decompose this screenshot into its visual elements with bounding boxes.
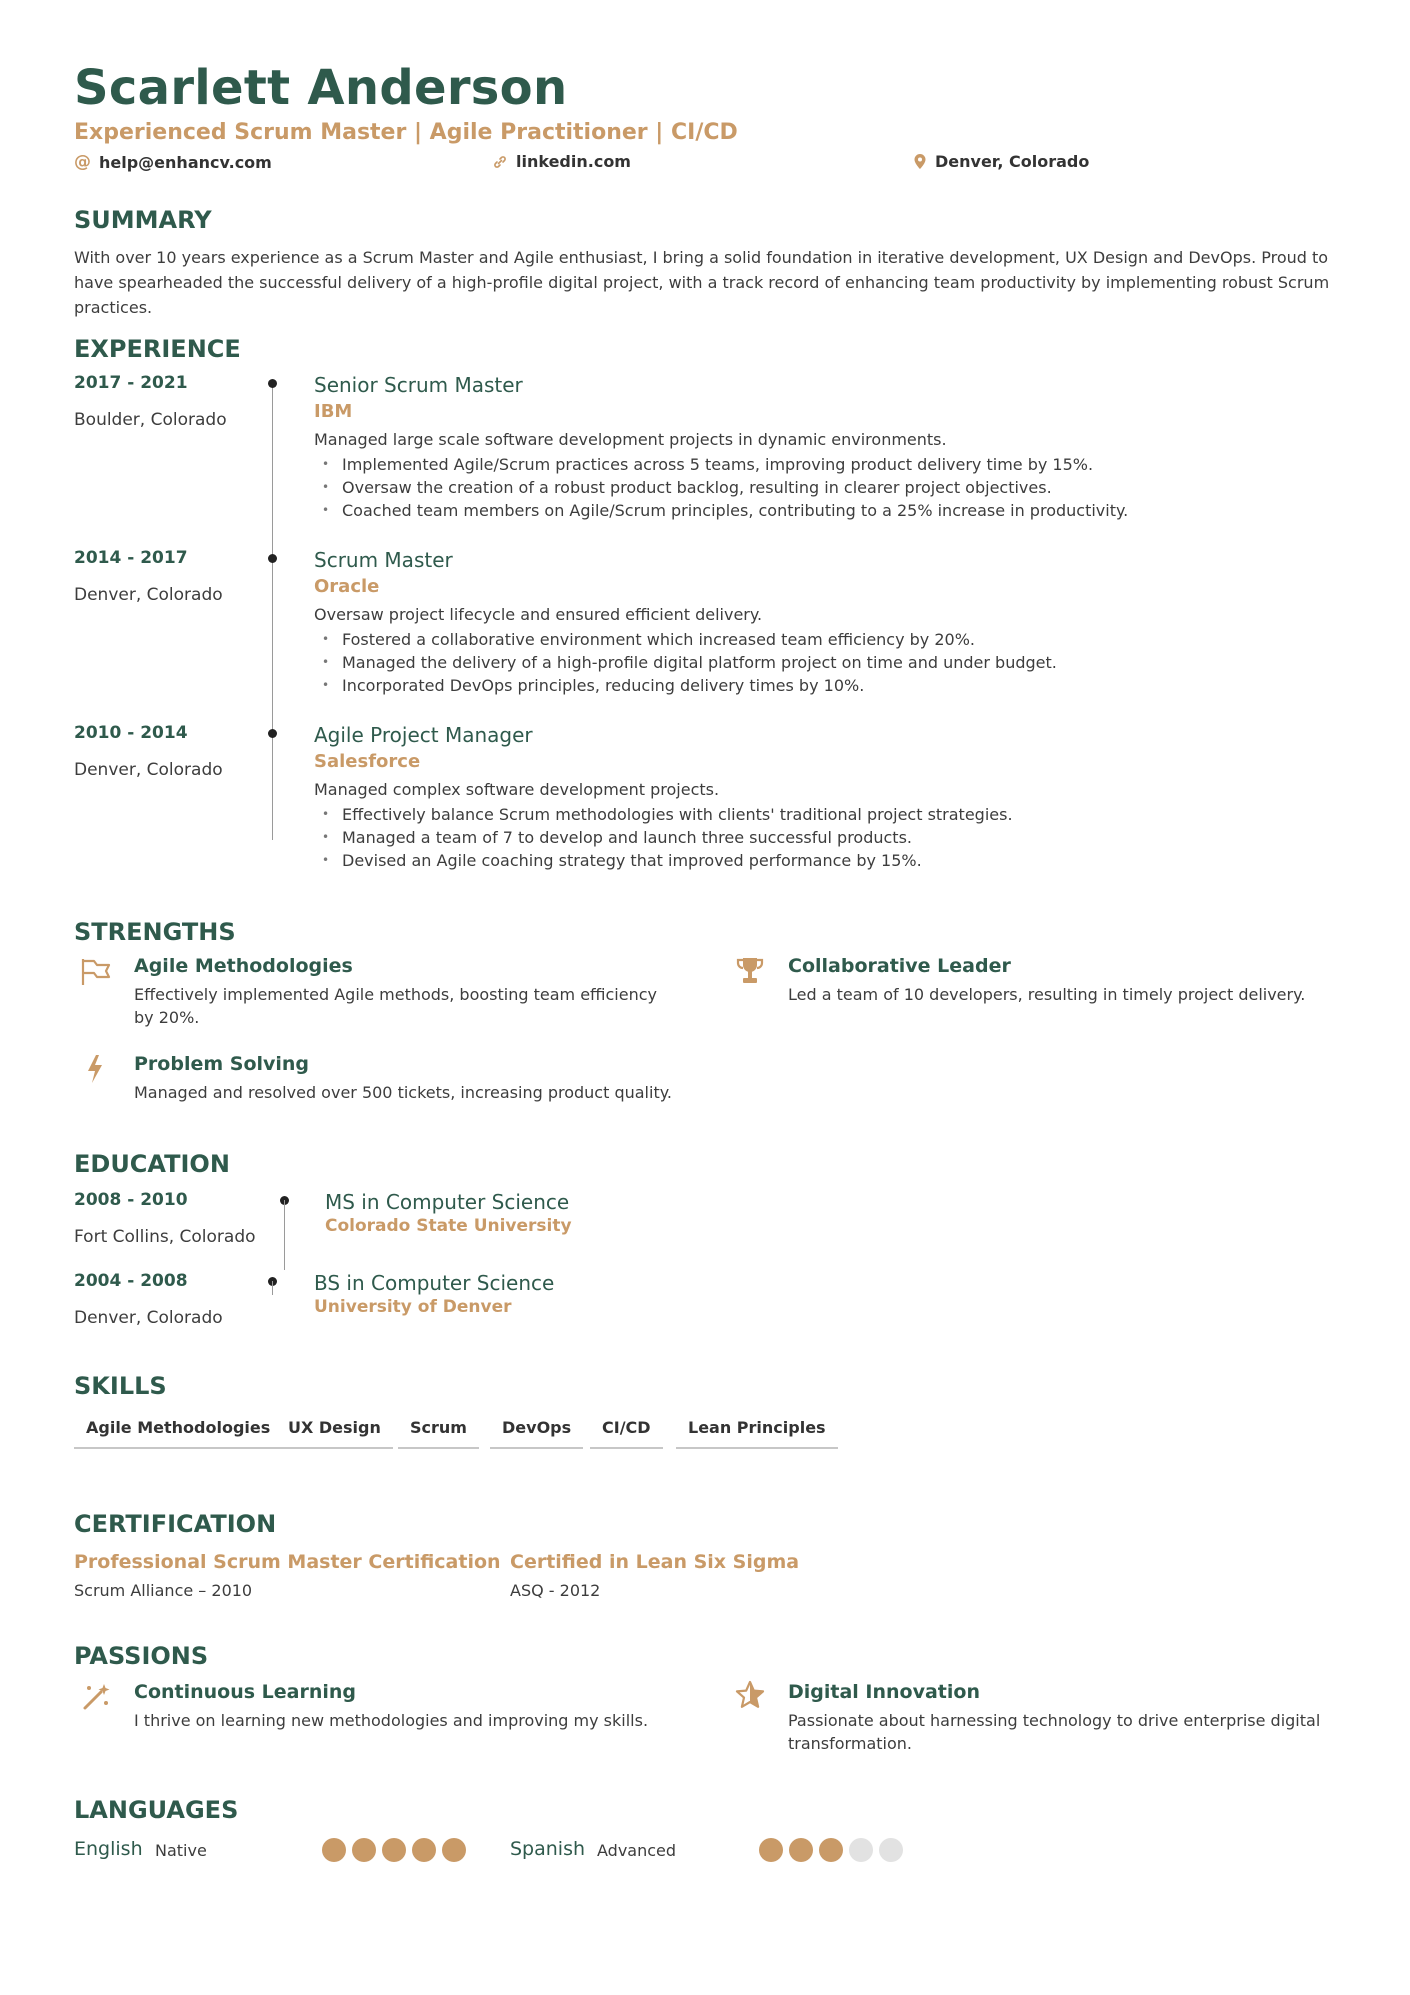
skill-tag: UX Design [276, 1418, 393, 1449]
education-heading: EDUCATION [74, 1150, 230, 1178]
education-timeline [272, 1281, 273, 1295]
language-level: Advanced [597, 1841, 677, 1860]
summary-text: With over 10 years experience as a Scrum Master and Agile enthusiast, I bring a solid foundation in iterative development, UX Design and DevOps. Proud to have spearheaded the successful delivery of a high-profile digital project, with a track record of enhancing team productivity by implementing robust Scrum practices. [74, 248, 1330, 317]
location-text: Denver, Colorado [935, 152, 1090, 171]
language-rating [322, 1838, 472, 1866]
certification-item [510, 1551, 799, 1600]
degree-title: MS in Computer Science [325, 1190, 570, 1214]
certification-title: Certified in Lean Six Sigma [510, 1551, 800, 1573]
strength-description: Managed and resolved over 500 tickets, increasing product quality. [134, 1083, 672, 1102]
job-bullet: • Incorporated DevOps principles, reducing delivery times by 10%. [314, 674, 1057, 697]
education-dates: 2004 - 2008 [74, 1271, 188, 1291]
experience-heading: EXPERIENCE [74, 335, 241, 363]
certification-issuer: ASQ - 2012 [510, 1581, 601, 1600]
rating-dot-filled [759, 1838, 783, 1862]
contact-email[interactable] [74, 152, 272, 172]
languages-heading: LANGUAGES [74, 1796, 239, 1824]
job-title: Senior Scrum Master [314, 373, 523, 397]
skills-heading: SKILLS [74, 1372, 167, 1400]
experience-dates: 2017 - 2021 [74, 373, 188, 393]
strength-description: Led a team of 10 developers, resulting in timely project delivery. [788, 985, 1306, 1004]
strength-item [134, 955, 674, 1029]
job-bullet: • Managed a team of 7 to develop and launch three successful products. [314, 826, 1013, 849]
magic-wand-icon [80, 1681, 112, 1717]
timeline-dot [268, 729, 277, 738]
experience-entry [314, 373, 1128, 522]
at-icon: @ [74, 152, 91, 172]
strength-title: Problem Solving [134, 1053, 310, 1075]
job-bullet: • Effectively balance Scrum methodologies with clients' traditional project strategies. [314, 803, 1013, 826]
company-name: Oracle [314, 576, 380, 597]
experience-location: Denver, Colorado [74, 585, 223, 605]
experience-dates: 2014 - 2017 [74, 548, 188, 568]
certification-item [74, 1551, 501, 1600]
education-dates: 2008 - 2010 [74, 1190, 188, 1210]
passion-description: I thrive on learning new methodologies and improving my skills. [134, 1711, 649, 1730]
rating-dot-empty [879, 1838, 903, 1862]
contact-location [913, 152, 1089, 171]
skill-tag: CI/CD [590, 1418, 663, 1449]
job-bullet: • Managed the delivery of a high-profile digital platform project on time and under budget. [314, 651, 1057, 674]
experience-timeline [272, 383, 273, 840]
experience-dates: 2010 - 2014 [74, 723, 188, 743]
skill-tag: Scrum [398, 1418, 479, 1449]
language-name: English [74, 1838, 143, 1860]
degree-title: BS in Computer Science [314, 1271, 555, 1295]
job-title: Scrum Master [314, 548, 453, 572]
passion-description: Passionate about harnessing technology to drive enterprise digital transformation. [788, 1711, 1321, 1753]
company-name: Salesforce [314, 751, 421, 772]
summary-heading: SUMMARY [74, 206, 212, 234]
rating-dot-filled [322, 1838, 346, 1862]
candidate-title: Experienced Scrum Master | Agile Practitioner | CI/CD [74, 120, 738, 145]
school-name: Colorado State University [325, 1216, 572, 1236]
job-description: Oversaw project lifecycle and ensured efficient delivery. [314, 605, 763, 624]
certification-heading: CERTIFICATION [74, 1510, 277, 1538]
education-entry [325, 1190, 572, 1236]
rating-dot-filled [412, 1838, 436, 1862]
strength-title: Collaborative Leader [788, 955, 1011, 977]
experience-entry [314, 548, 1057, 697]
passions-heading: PASSIONS [74, 1642, 209, 1670]
certification-issuer: Scrum Alliance – 2010 [74, 1581, 253, 1600]
job-title: Agile Project Manager [314, 723, 533, 747]
candidate-name: Scarlett Anderson [74, 60, 568, 116]
job-bullet: • Implemented Agile/Scrum practices across 5 teams, improving product delivery time by 15%. [314, 453, 1128, 476]
experience-location: Boulder, Colorado [74, 410, 227, 430]
location-pin-icon [913, 153, 927, 170]
passion-title: Digital Innovation [788, 1681, 980, 1703]
linkedin-text: linkedin.com [516, 152, 631, 171]
star-icon [734, 1679, 766, 1715]
job-description: Managed large scale software development projects in dynamic environments. [314, 430, 947, 449]
rating-dot-filled [819, 1838, 843, 1862]
rating-dot-filled [789, 1838, 813, 1862]
passion-item [134, 1681, 694, 1732]
strength-item [788, 955, 1328, 1006]
certification-title: Professional Scrum Master Certification [74, 1551, 501, 1573]
education-entry [314, 1271, 554, 1317]
job-description: Managed complex software development projects. [314, 780, 720, 799]
strength-description: Effectively implemented Agile methods, boosting team efficiency by 20%. [134, 985, 657, 1027]
email-text: help@enhancv.com [99, 152, 272, 172]
link-icon [492, 154, 508, 170]
flag-icon [80, 957, 112, 991]
rating-dot-filled [442, 1838, 466, 1862]
education-location: Denver, Colorado [74, 1308, 223, 1328]
company-name: IBM [314, 401, 353, 422]
rating-dot-filled [352, 1838, 376, 1862]
job-bullet: • Devised an Agile coaching strategy that improved performance by 15%. [314, 849, 1013, 872]
language-rating [759, 1838, 909, 1866]
strength-title: Agile Methodologies [134, 955, 353, 977]
timeline-dot [268, 554, 277, 563]
skill-tag: Agile Methodologies [74, 1418, 282, 1449]
school-name: University of Denver [314, 1297, 512, 1317]
strength-item [134, 1053, 674, 1104]
education-timeline [284, 1200, 285, 1270]
rating-dot-empty [849, 1838, 873, 1862]
education-location: Fort Collins, Colorado [74, 1227, 256, 1247]
skill-tag: DevOps [490, 1418, 583, 1449]
language-name: Spanish [510, 1838, 586, 1860]
experience-entry [314, 723, 1013, 872]
job-bullet: • Oversaw the creation of a robust product backlog, resulting in clearer project objectives. [314, 476, 1128, 499]
rating-dot-filled [382, 1838, 406, 1862]
trophy-icon [734, 955, 766, 991]
timeline-dot [268, 379, 277, 388]
strengths-heading: STRENGTHS [74, 918, 236, 946]
language-level: Native [155, 1841, 207, 1860]
lightning-icon [82, 1053, 108, 1089]
experience-location: Denver, Colorado [74, 760, 223, 780]
passion-item [788, 1681, 1328, 1755]
passion-title: Continuous Learning [134, 1681, 357, 1703]
skill-tag: Lean Principles [676, 1418, 838, 1449]
job-bullet: • Coached team members on Agile/Scrum principles, contributing to a 25% increase in productivity. [314, 499, 1128, 522]
contact-linkedin[interactable] [492, 152, 631, 171]
job-bullet: • Fostered a collaborative environment which increased team efficiency by 20%. [314, 628, 1057, 651]
